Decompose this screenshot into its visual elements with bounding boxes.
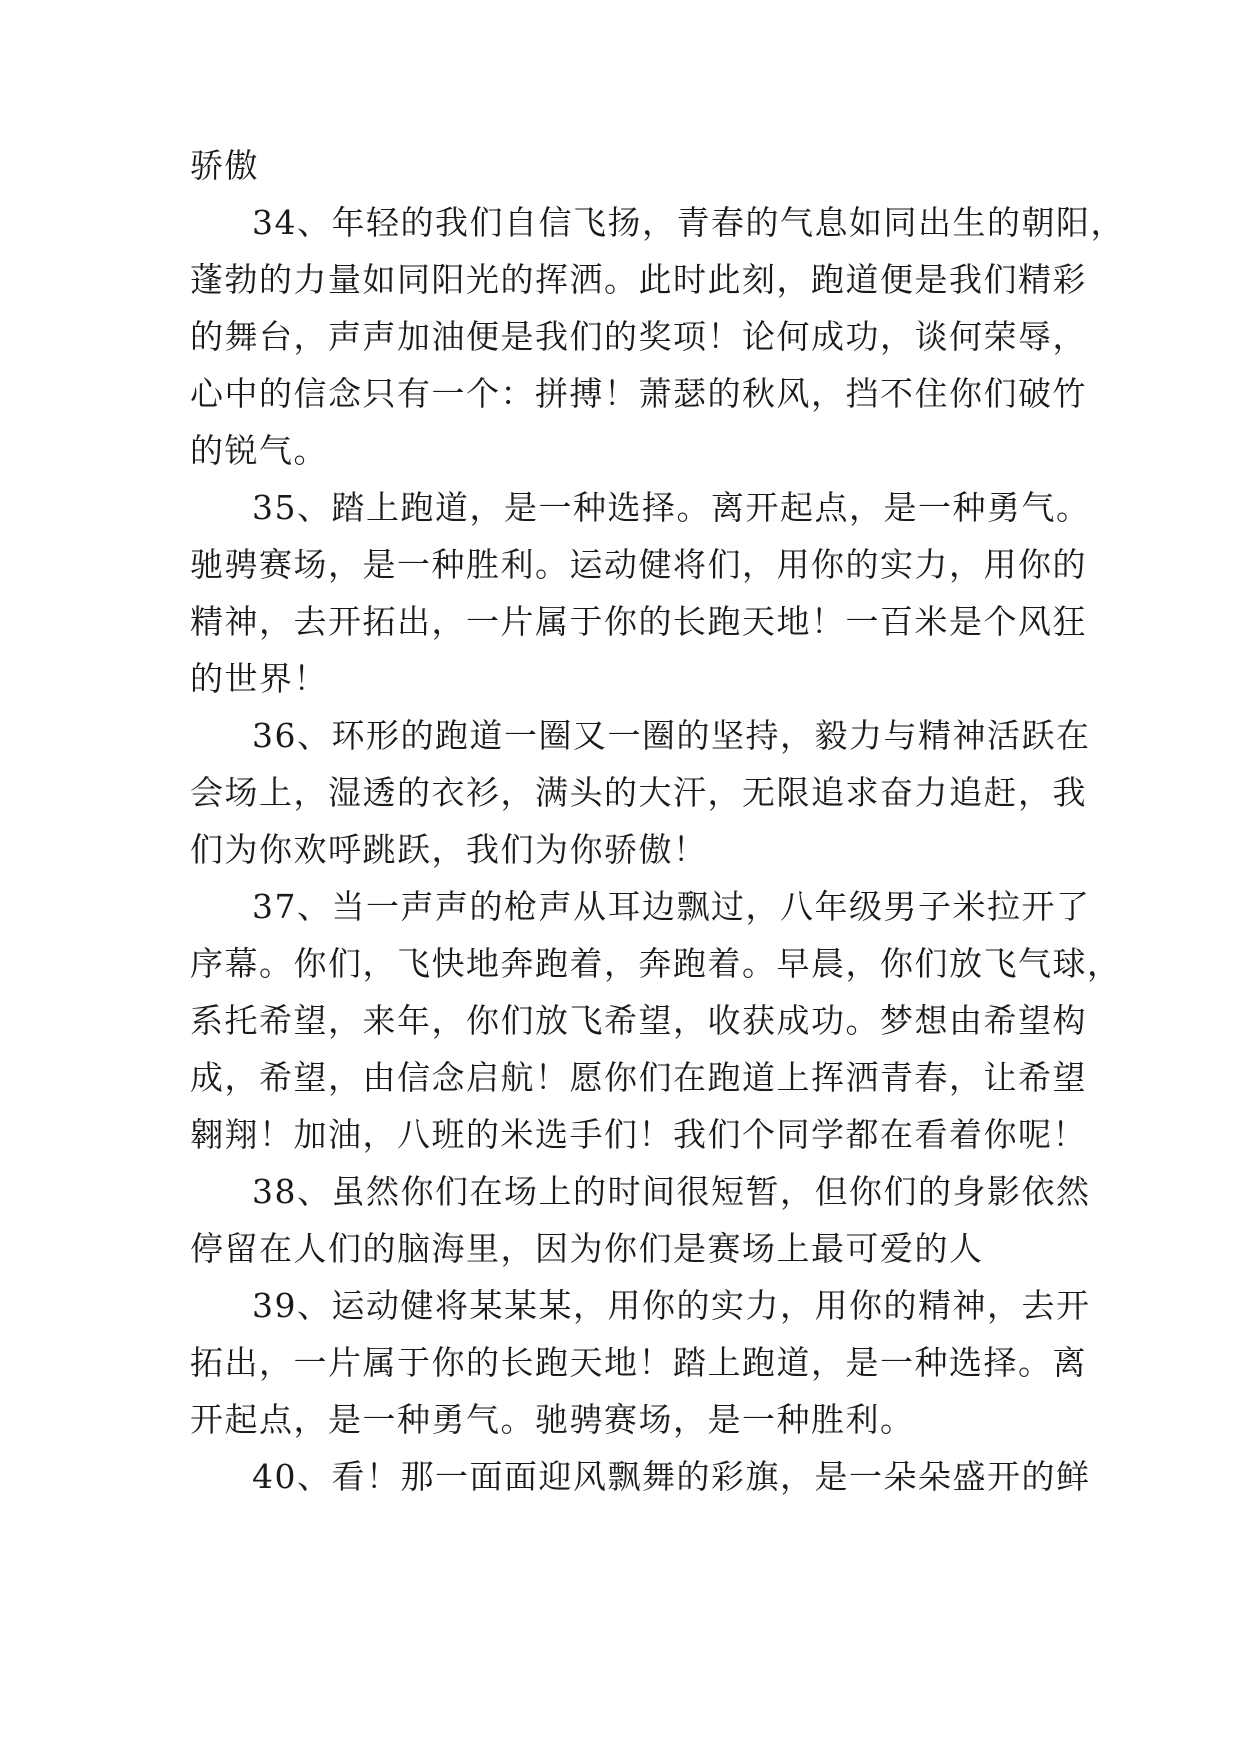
paragraph-36-line: 36、环形的跑道一圈又一圈的坚持，毅力与精神活跃在 [252, 716, 1091, 755]
paragraph-35-line: 35、踏上跑道，是一种选择。离开起点，是一种勇气。 [252, 488, 1091, 527]
text-line: 蓬勃的力量如同阳光的挥洒。此时此刻，跑道便是我们精彩 [190, 260, 1087, 299]
text-line: 的舞台，声声加油便是我们的奖项！论何成功，谈何荣辱， [190, 317, 1087, 356]
paragraph-34-line: 34、年轻的我们自信飞扬，青春的气息如同出生的朝阳， [252, 203, 1125, 242]
text-line: 成，希望，由信念启航！愿你们在跑道上挥洒青春，让希望 [190, 1058, 1087, 1097]
text-line: 精神，去开拓出，一片属于你的长跑天地！一百米是个风狂 [190, 602, 1087, 641]
text-line: 翱翔！加油，八班的米选手们！我们个同学都在看着你呢！ [190, 1115, 1087, 1154]
text-line: 心中的信念只有一个：拼搏！萧瑟的秋风，挡不住你们破竹 [190, 374, 1087, 413]
text-line: 拓出，一片属于你的长跑天地！踏上跑道，是一种选择。离 [190, 1343, 1087, 1382]
paragraph-38-line: 38、虽然你们在场上的时间很短暂，但你们的身影依然 [252, 1172, 1091, 1211]
text-line: 会场上，湿透的衣衫，满头的大汗，无限追求奋力追赶，我 [190, 773, 1087, 812]
paragraph-39-line: 39、运动健将某某某，用你的实力，用你的精神，去开 [252, 1286, 1091, 1325]
text-line: 的世界！ [190, 659, 328, 698]
text-line: 的锐气。 [190, 431, 328, 470]
text-line: 骄傲 [190, 146, 259, 185]
text-line: 们为你欢呼跳跃，我们为你骄傲！ [190, 830, 708, 869]
text-line: 驰骋赛场，是一种胜利。运动健将们，用你的实力，用你的 [190, 545, 1087, 584]
paragraph-40-line: 40、看！那一面面迎风飘舞的彩旗，是一朵朵盛开的鲜 [252, 1457, 1091, 1496]
text-line: 序幕。你们，飞快地奔跑着，奔跑着。早晨，你们放飞气球， [190, 944, 1122, 983]
text-line: 系托希望，来年，你们放飞希望，收获成功。梦想由希望构 [190, 1001, 1087, 1040]
paragraph-37-line: 37、当一声声的枪声从耳边飘过，八年级男子米拉开了 [252, 887, 1091, 926]
text-line: 停留在人们的脑海里，因为你们是赛场上最可爱的人 [190, 1229, 984, 1268]
text-line: 开起点，是一种勇气。驰骋赛场，是一种胜利。 [190, 1400, 915, 1439]
